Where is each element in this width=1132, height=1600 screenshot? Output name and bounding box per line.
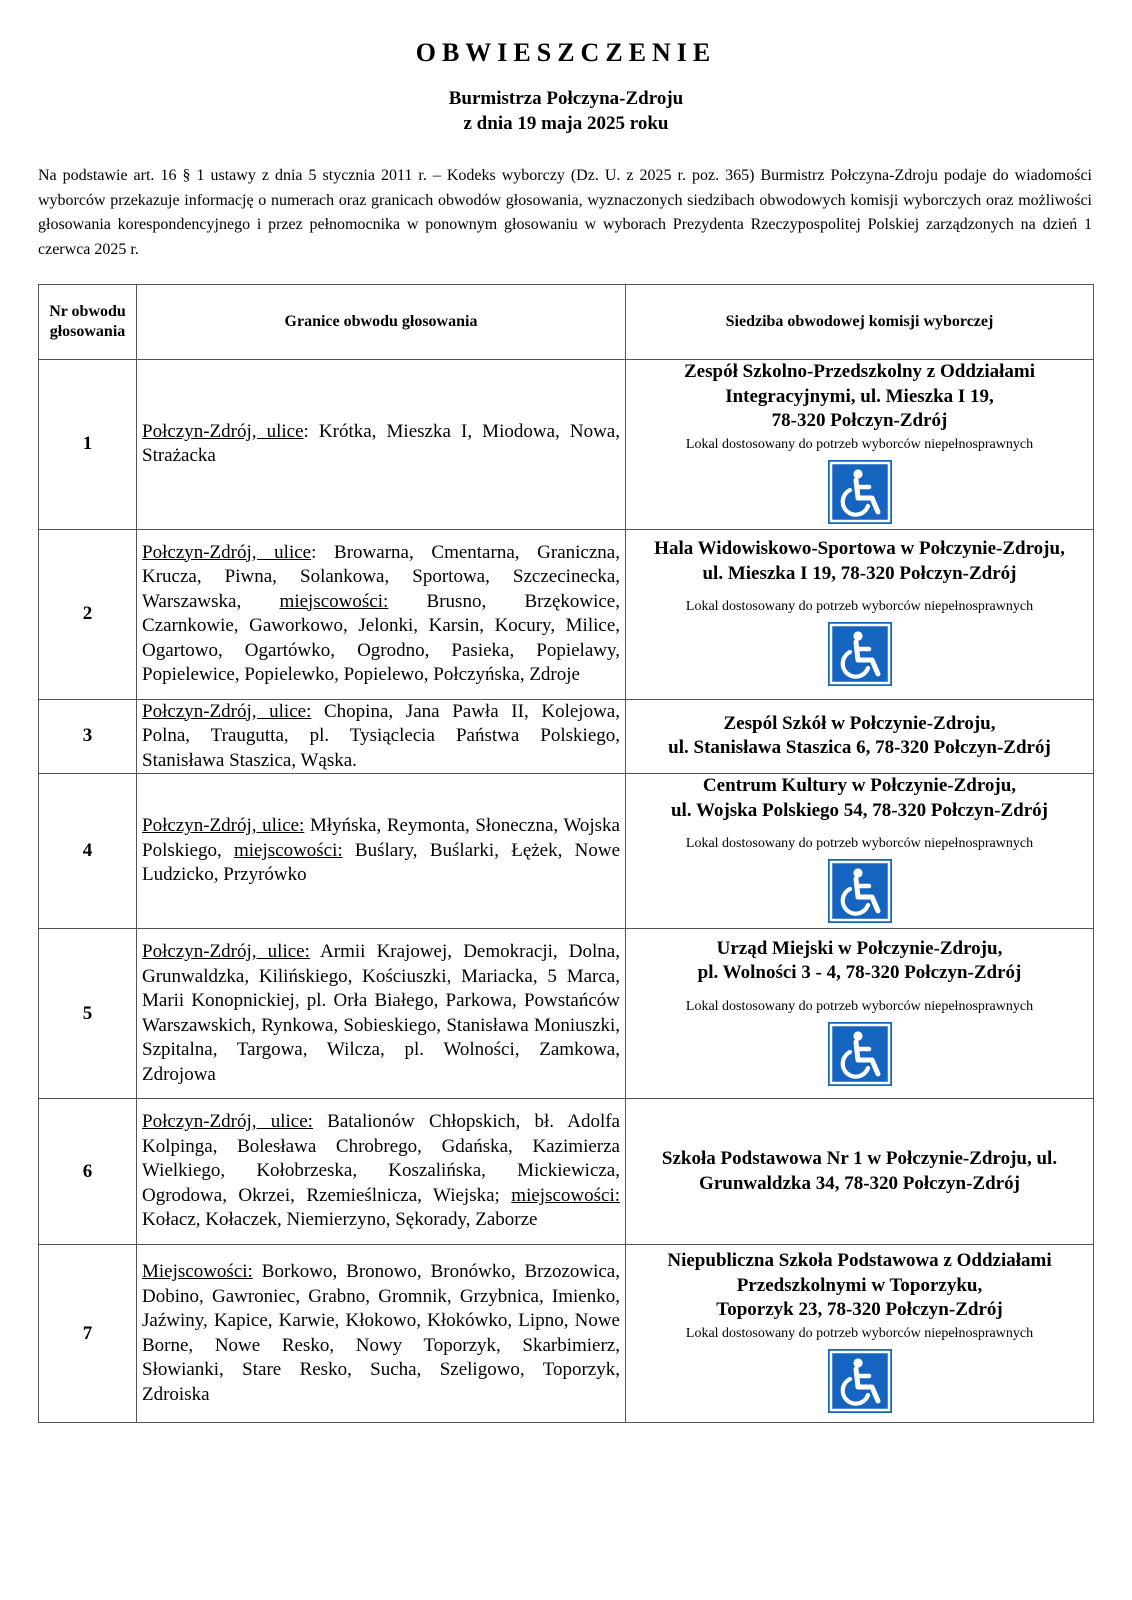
streets-label: Połczyn-Zdrój, ulice	[142, 541, 312, 563]
commission-seat	[626, 929, 1094, 1099]
district-bounds	[137, 360, 626, 530]
streets-list: Chopina, Jana Pawła II, Kolejowa, Polna, Traugutta, pl. Tysiąclecia Państwa Polskiego, Stanisława Staszica, Wąska.	[142, 700, 620, 771]
accessibility-note: Lokal dostosowany do potrzeb wyborców niepełnosprawnych	[685, 1325, 1034, 1341]
seat-line: ul. Stanisława Staszica 6, 78-320 Połczyn-Zdrój	[668, 737, 1051, 759]
seat-line: pl. Wolności 3 - 4, 78-320 Połczyn-Zdrój	[697, 962, 1022, 983]
district-number: 6	[39, 1099, 137, 1245]
commission-seat	[626, 699, 1094, 774]
villages-label: miejscowości:	[511, 1184, 620, 1206]
commission-seat	[626, 1245, 1094, 1423]
seat-line: ul. Wojska Polskiego 54, 78-320 Połczyn-Zdrój	[670, 799, 1049, 821]
streets-label: Połczyn-Zdrój, ulice:	[142, 941, 310, 962]
district-bounds	[137, 699, 626, 774]
district-bounds	[137, 1099, 626, 1245]
streets-label: Połczyn-Zdrój, ulice:	[142, 700, 312, 722]
district-number: 7	[39, 1245, 137, 1423]
table-row	[39, 529, 1094, 699]
wheelchair-accessibility-icon	[828, 622, 892, 686]
seat-line: ul. Mieszka I 19, 78-320 Połczyn-Zdrój	[702, 562, 1017, 584]
accessibility-note: Lokal dostosowany do potrzeb wyborców niepełnosprawnych	[685, 998, 1034, 1014]
seat-line: Zespól Szkół w Połczynie-Zdroju,	[723, 712, 996, 734]
seat-line: Szkoła Podstawowa Nr 1 w Połczynie-Zdroju, ul.	[661, 1148, 1058, 1169]
streets-list: Młyńska, Reymonta, Słoneczna, Wojska Polskiego,	[142, 815, 620, 861]
wheelchair-accessibility-icon	[828, 460, 892, 524]
accessibility-note: Lokal dostosowany do potrzeb wyborców niepełnosprawnych	[685, 836, 1034, 851]
header-nr: Nr obwodu głosowania	[39, 285, 137, 360]
streets-label: Połczyn-Zdrój, ulice:	[142, 815, 305, 837]
header-seat: Siedziba obwodowej komisji wyborczej	[626, 285, 1094, 360]
districts-table	[38, 284, 1094, 1423]
streets-list: Batalionów Chłopskich, bł. Adolfa Kolpinga, Bolesława Chrobrego, Gdańska, Kazimierza Wielkiego, Kołobrzeska, Koszalińska, Mickiewicza, Ogrodowa, Okrzei, Rzemieślnicza, Wiejska;	[142, 1111, 620, 1206]
wheelchair-accessibility-icon	[828, 859, 892, 923]
streets-label: Połczyn-Zdrój, ulice:	[142, 1111, 313, 1133]
district-bounds	[137, 774, 626, 929]
commission-seat	[626, 774, 1094, 929]
commission-seat	[626, 1099, 1094, 1245]
villages-list: Brusno, Brzękowice, Czarnkowie, Gaworkowo, Jelonki, Karsin, Kocury, Milice, Ogartowo, Ogartówko, Ogrodno, Pasieka, Popielawy, Popielewice, Popielewko, Popielewo, Połczyńska, Zdroje	[142, 590, 620, 685]
villages-label: miejscowości:	[279, 590, 389, 612]
district-bounds	[137, 529, 626, 699]
seat-line: Przedszkolnymi w Toporzyku,	[736, 1274, 983, 1296]
seat-line: Niepubliczna Szkoła Podstawowa z Oddziałami	[667, 1250, 1052, 1272]
commission-seat	[626, 360, 1094, 530]
district-number: 4	[39, 774, 137, 929]
table-header-row	[39, 285, 1094, 360]
commission-seat	[626, 529, 1094, 699]
wheelchair-accessibility-icon	[828, 1349, 892, 1413]
streets-list: : Krótka, Mieszka I, Miodowa, Nowa, Strażacka	[142, 420, 620, 467]
district-number: 3	[39, 699, 137, 774]
seat-line: Grunwaldzka 34, 78-320 Połczyn-Zdrój	[699, 1172, 1020, 1194]
district-number: 2	[39, 529, 137, 699]
table-row	[39, 1245, 1094, 1423]
table-row	[39, 360, 1094, 530]
streets-list: : Browarna, Cmentarna, Graniczna, Krucza, Piwna, Solankowa, Sportowa, Szczecinecka, Warszawska,	[142, 541, 620, 612]
header-bounds: Granice obwodu głosowania	[137, 285, 626, 360]
district-number: 1	[39, 360, 137, 530]
district-bounds	[137, 1245, 626, 1423]
table-row	[39, 699, 1094, 774]
table-row	[39, 929, 1094, 1099]
issue-date: z dnia 19 maja 2025 roku	[463, 113, 669, 134]
seat-line: 78-320 Połczyn-Zdrój	[771, 410, 948, 431]
streets-label: Połczyn-Zdrój, ulice	[142, 420, 304, 442]
villages-label: miejscowości:	[233, 839, 343, 861]
accessibility-note: Lokal dostosowany do potrzeb wyborców niepełnosprawnych	[685, 599, 1034, 614]
streets-label: Miejscowości:	[142, 1261, 253, 1282]
villages-list: Kołacz, Kołaczek, Niemierzyno, Sękorady, Zaborze	[142, 1209, 538, 1231]
district-number: 5	[39, 929, 137, 1099]
villages-list: Buślary, Buślarki, Łężek, Nowe Ludzicko, Przyrówko	[142, 839, 620, 886]
streets-list: Armii Krajowej, Demokracji, Dolna, Grunwaldzka, Kilińskiego, Kościuszki, Mariacka, 5 Marca, Marii Konopnickiej, pl. Orła Białego, Parkowa, Powstańców Warszawskich, Rynkowa, Sobieskiego, Stanisława Moniuszki, Szpitalna, Targowa, Wilcza, pl. Wolności, Zamkowa, Zdrojowa	[142, 941, 620, 1085]
streets-list: Borkowo, Bronowo, Bronówko, Brzozowica, Dobino, Gawroniec, Grabno, Gromnik, Grzybnica, Imienko, Jaźwiny, Kapice, Karwie, Kłokowo, Kłokówko, Lipno, Nowe Borne, Nowe Resko, Nowy Toporzyk, Skarbimierz, Słowianki, Stare Resko, Sucha, Szeligowo, Toporzyk, Zdroiska	[142, 1261, 620, 1405]
table-row	[39, 1099, 1094, 1245]
seat-line: Hala Widowiskowo-Sportowa w Połczynie-Zdroju,	[654, 538, 1065, 559]
seat-line: Toporzyk 23, 78-320 Połczyn-Zdrój	[716, 1299, 1003, 1321]
seat-line: Integracyjnymi, ul. Mieszka I 19,	[725, 385, 994, 407]
accessibility-note: Lokal dostosowany do potrzeb wyborców niepełnosprawnych	[685, 436, 1034, 452]
district-bounds	[137, 929, 626, 1099]
issuer: Burmistrza Połczyna-Zdroju	[448, 88, 684, 109]
seat-line: Zespół Szkolno-Przedszkolny z Oddziałami	[684, 361, 1035, 382]
wheelchair-accessibility-icon	[828, 1022, 892, 1086]
page-title: OBWIESZCZENIE	[415, 38, 717, 67]
table-row	[39, 774, 1094, 929]
intro-paragraph: Na podstawie art. 16 § 1 ustawy z dnia 5 stycznia 2011 r. – Kodeks wyborczy (Dz. U. z 2025 r. poz. 365) Burmistrz Połczyna-Zdroju podaje do wiadomości wyborców przekazuje informację o numerach oraz granicach obwodów głosowania, wyznaczonych siedzibach obwodowych komisji wyborczych oraz możliwości głosowania korespondencyjnego i przez pełnomocnika w ponownym głosowaniu w wyborach Prezydenta Rzeczypospolitej Polskiej zarządzonych na dzień 1 czerwca 2025 r.	[38, 167, 1092, 258]
seat-line: Urząd Miejski w Połczynie-Zdroju,	[716, 937, 1003, 959]
seat-line: Centrum Kultury w Połczynie-Zdroju,	[702, 775, 1017, 796]
